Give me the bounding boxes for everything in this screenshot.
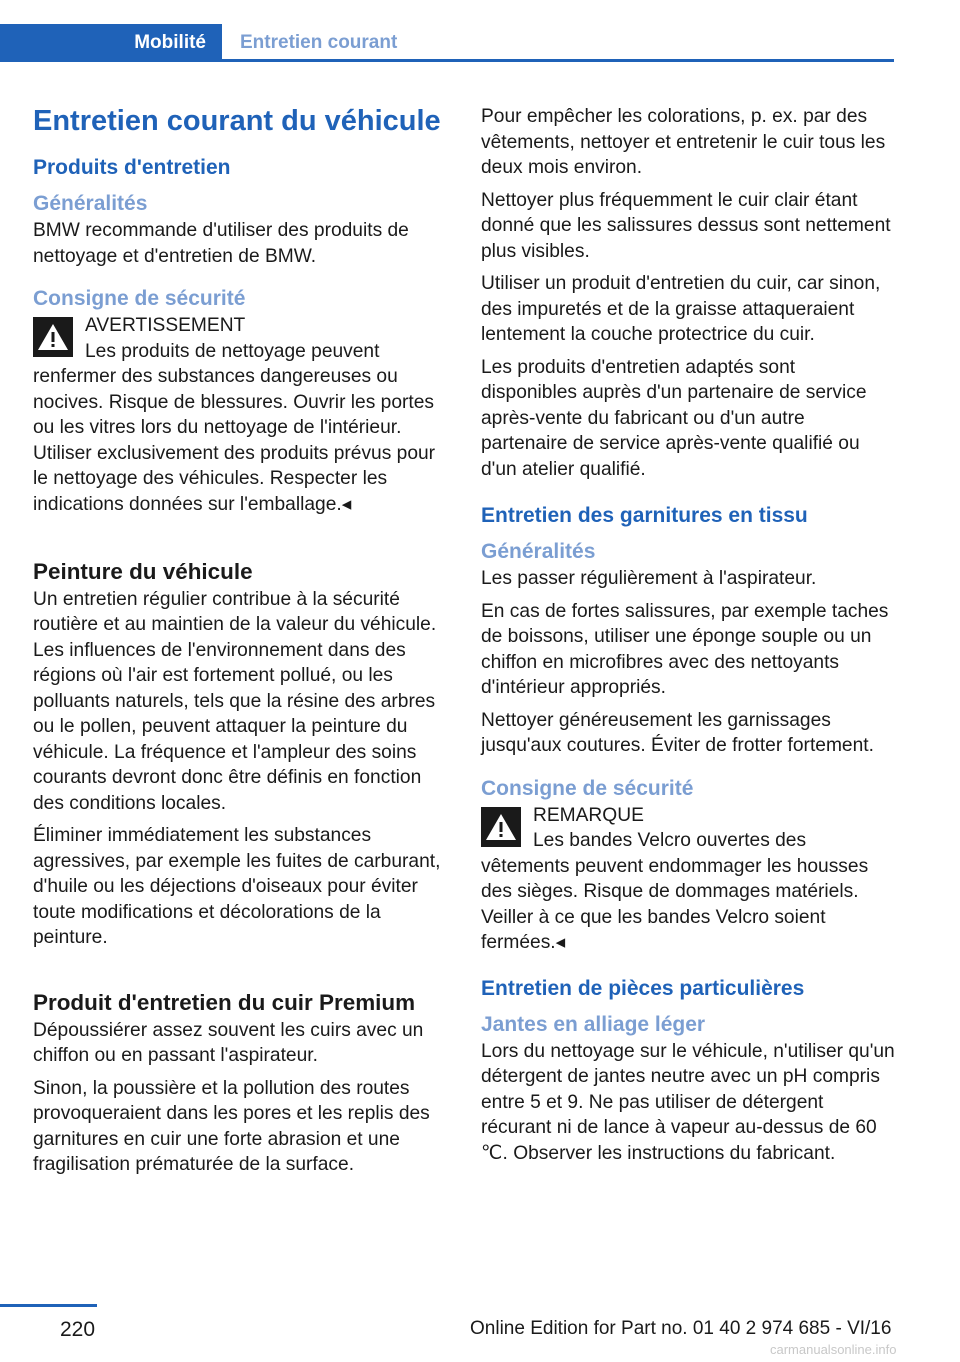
page-header	[0, 24, 894, 62]
warning-triangle-icon	[481, 807, 521, 847]
notice-text: Les bandes Velcro ouvertes des vêtements peuvent endommager les housses des sièges. Risque de dommages matériels. Veiller à ce que les bandes Velcro soient fermées.◂	[481, 830, 869, 953]
paragraph: Éliminer immédiatement les substances agressives, par exemple les fuites de carburant, d'huile ou les déjections d'oiseaux pour éviter toute modifications et décolorations de la peinture.	[33, 825, 441, 949]
heading-consigne-securite: Consigne de sécurité	[33, 287, 246, 310]
page-number: 220	[60, 1318, 96, 1341]
paragraph: BMW recommande d'utiliser des produits de nettoyage et d'entretien de BMW.	[33, 220, 409, 267]
heading-produits-entretien: Produits d'entretien	[33, 156, 231, 179]
paragraph: Les passer régulièrement à l'aspirateur.	[481, 568, 817, 589]
paragraph: Utiliser un produit d'entretien du cuir, car sinon, des impuretés et de la graisse attaqueraient lentement la couche protectrice du cuir.	[481, 273, 881, 345]
warning-text: Les produits de nettoyage peuvent renfermer des substances dangereuses ou nocives. Risque de blessures. Ouvrir les portes ou les vitres lors du nettoyage de l'intérieur. Utiliser exclusivement des produits prévus pour le nettoyage des véhicules. Respecter les indications données sur l'emballage.◂	[33, 340, 436, 515]
tab-mobilite[interactable]: Mobilité	[0, 24, 222, 62]
footer-rule	[0, 1304, 97, 1307]
tab-entretien-courant[interactable]: Entretien courant	[240, 32, 398, 53]
heading-generalites: Généralités	[33, 192, 148, 215]
notice-box	[481, 803, 895, 956]
page-title: Entretien courant du véhicule	[33, 105, 441, 137]
right-column	[481, 104, 895, 1173]
heading-jantes: Jantes en alliage léger	[481, 1012, 706, 1036]
paragraph: Les produits d'entretien adaptés sont disponibles auprès d'un partenaire de service après-vente du fabricant ou d'un autre partenaire de service après-vente qualifié ou d'un atelier qualifié.	[481, 356, 867, 480]
heading-peinture: Peinture du véhicule	[33, 559, 253, 585]
heading-garnitures-tissu: Entretien des garnitures en tissu	[481, 504, 808, 527]
header-rule	[0, 59, 894, 62]
paragraph: Dépoussiérer assez souvent les cuirs avec un chiffon ou en passant l'aspirateur.	[33, 1019, 424, 1067]
notice-label: REMARQUE	[533, 804, 644, 826]
heading-cuir-premium: Produit d'entretien du cuir Premium	[33, 990, 416, 1016]
paragraph: Lors du nettoyage sur le véhicule, n'utiliser qu'un détergent de jantes neutre avec un pH compris entre 5 et 9. Ne pas utiliser de détergent récurant ni de lance à vapeur au-dessus de 60 ℃. Observer les instructions du fabricant.	[481, 1040, 895, 1164]
paragraph: Un entretien régulier contribue à la sécurité routière et au maintien de la valeur du véhicule. Les influences de l'environnement dans des régions où l'air est fortement pollué, ou les polluants naturels, tels que la résine des arbres ou le pollen, peuvent attaquer la peinture du véhicule. La fréquence et l'ampleur des soins courants devront donc être définis en fonction des conditions locales.	[33, 588, 437, 814]
paragraph: Pour empêcher les colorations, p. ex. par des vêtements, nettoyer et entretenir le cuir tous les deux mois environ.	[481, 106, 886, 178]
paragraph: En cas de fortes salissures, par exemple taches de boissons, utiliser une éponge souple ou un chiffon en microfibres avec des nettoyants d'intérieur appropriés.	[481, 600, 889, 698]
watermark: carmanualsonline.info	[770, 1342, 897, 1357]
paragraph: Nettoyer généreusement les garnissages jusqu'aux coutures. Éviter de frotter fortement.	[481, 709, 874, 756]
heading-generalites: Généralités	[481, 540, 596, 563]
heading-pieces-particulieres: Entretien de pièces particulières	[481, 976, 805, 1000]
paragraph: Sinon, la poussière et la pollution des routes provoqueraient dans les pores et les replis des garnitures en cuir une forte abrasion et une fragilisation prématurée de la surface.	[33, 1077, 430, 1176]
paragraph: Nettoyer plus fréquemment le cuir clair étant donné que les salissures dessus sont nettement plus visibles.	[481, 189, 891, 262]
heading-consigne-securite: Consigne de sécurité	[481, 776, 694, 800]
edition-label: Online Edition for Part no. 01 40 2 974 685 - VI/16	[470, 1318, 892, 1339]
warning-triangle-icon	[33, 317, 73, 357]
warning-box	[33, 313, 447, 517]
left-column	[33, 96, 447, 1185]
warning-label: AVERTISSEMENT	[85, 315, 246, 336]
